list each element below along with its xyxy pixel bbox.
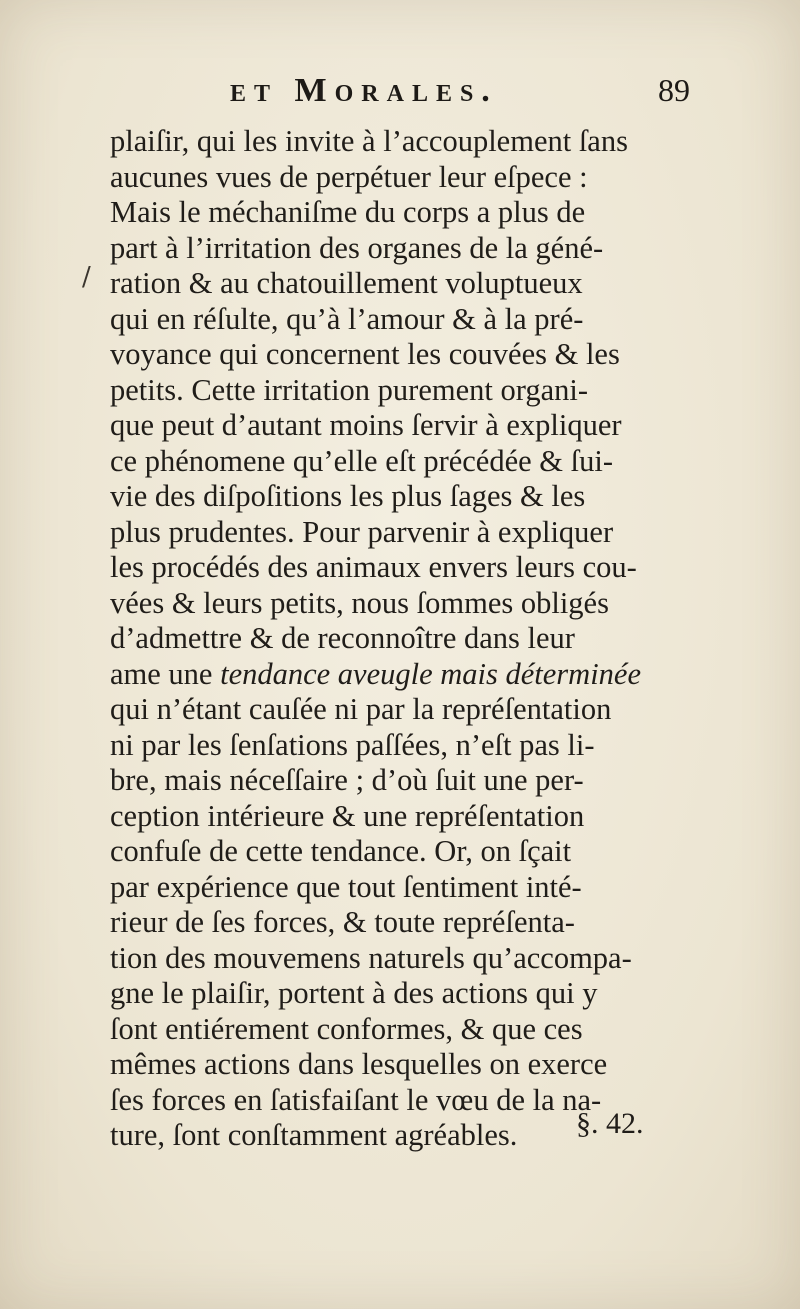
text-line: ni par les ſenſations paſſées, n’eſt pas li-: [110, 727, 595, 762]
text-line: plus prudentes. Pour parvenir à expliquer: [110, 514, 614, 549]
text-line: voyance qui concernent les couvées & les: [110, 337, 620, 371]
text-line: bre, mais néceſſaire ; d’où ſuit une per-: [110, 763, 584, 797]
text-line: par expérience que tout ſentiment inté-: [110, 869, 582, 904]
text-line: petits. Cette irritation purement organi-: [110, 372, 588, 407]
catchword: §. 42.: [576, 1107, 644, 1140]
text-segment: ame une: [110, 656, 213, 691]
text-line: Mais le méchaniſme du corps a plus de: [110, 195, 586, 229]
text-line: ſes forces en ſatisfaiſant le vœu de la na-: [110, 1082, 602, 1117]
text-line: que peut d’autant moins ſervir à expliquer: [110, 408, 622, 442]
text-line: rieur de ſes forces, & toute repréſenta-: [110, 905, 575, 939]
text-line: confuſe de cette tendance. Or, on ſçait: [110, 834, 572, 868]
page-number: 89: [658, 72, 690, 108]
text-line: ration & au chatouillement voluptueux: [110, 266, 583, 300]
text-line: qui en réſulte, qu’à l’amour & à la pré-: [110, 301, 584, 336]
page-header: [230, 72, 690, 112]
text-line: d’admettre & de reconnoître dans leur: [110, 621, 575, 655]
text-line: ture, ſont conſtamment agréables.: [110, 1118, 518, 1152]
text-line: tion des mouvemens naturels qu’accompa-: [110, 940, 632, 975]
margin-mark: /: [82, 262, 91, 292]
text-line: ce phénomene qu’elle eſt précédée & ſui-: [110, 443, 613, 478]
text-line: ception intérieure & une repréſentation: [110, 798, 585, 833]
text-line: mêmes actions dans lesquelles on exerce: [110, 1047, 608, 1081]
text-line: aucunes vues de perpétuer leur eſpece :: [110, 159, 588, 194]
text-line: plaiſir, qui les invite à l’accouplement ſans: [110, 124, 628, 158]
text-line: les procédés des animaux envers leurs cou-: [110, 550, 637, 584]
text-line: gne le plaiſir, portent à des actions qui y: [110, 976, 598, 1010]
text-line-with-italic: [110, 657, 800, 693]
running-title: et Morales.: [230, 72, 498, 109]
text-line: ſont entiérement conformes, & que ces: [110, 1011, 583, 1046]
italic-phrase: tendance aveugle mais déterminée: [220, 656, 642, 691]
body-text: [110, 124, 800, 1154]
text-line: qui n’étant cauſée ni par la repréſentation: [110, 692, 612, 726]
text-line: vées & leurs petits, nous ſommes obligés: [110, 585, 609, 620]
text-line: part à l’irritation des organes de la géné-: [110, 230, 604, 265]
text-line: vie des diſpoſitions les plus ſages & les: [110, 479, 586, 513]
